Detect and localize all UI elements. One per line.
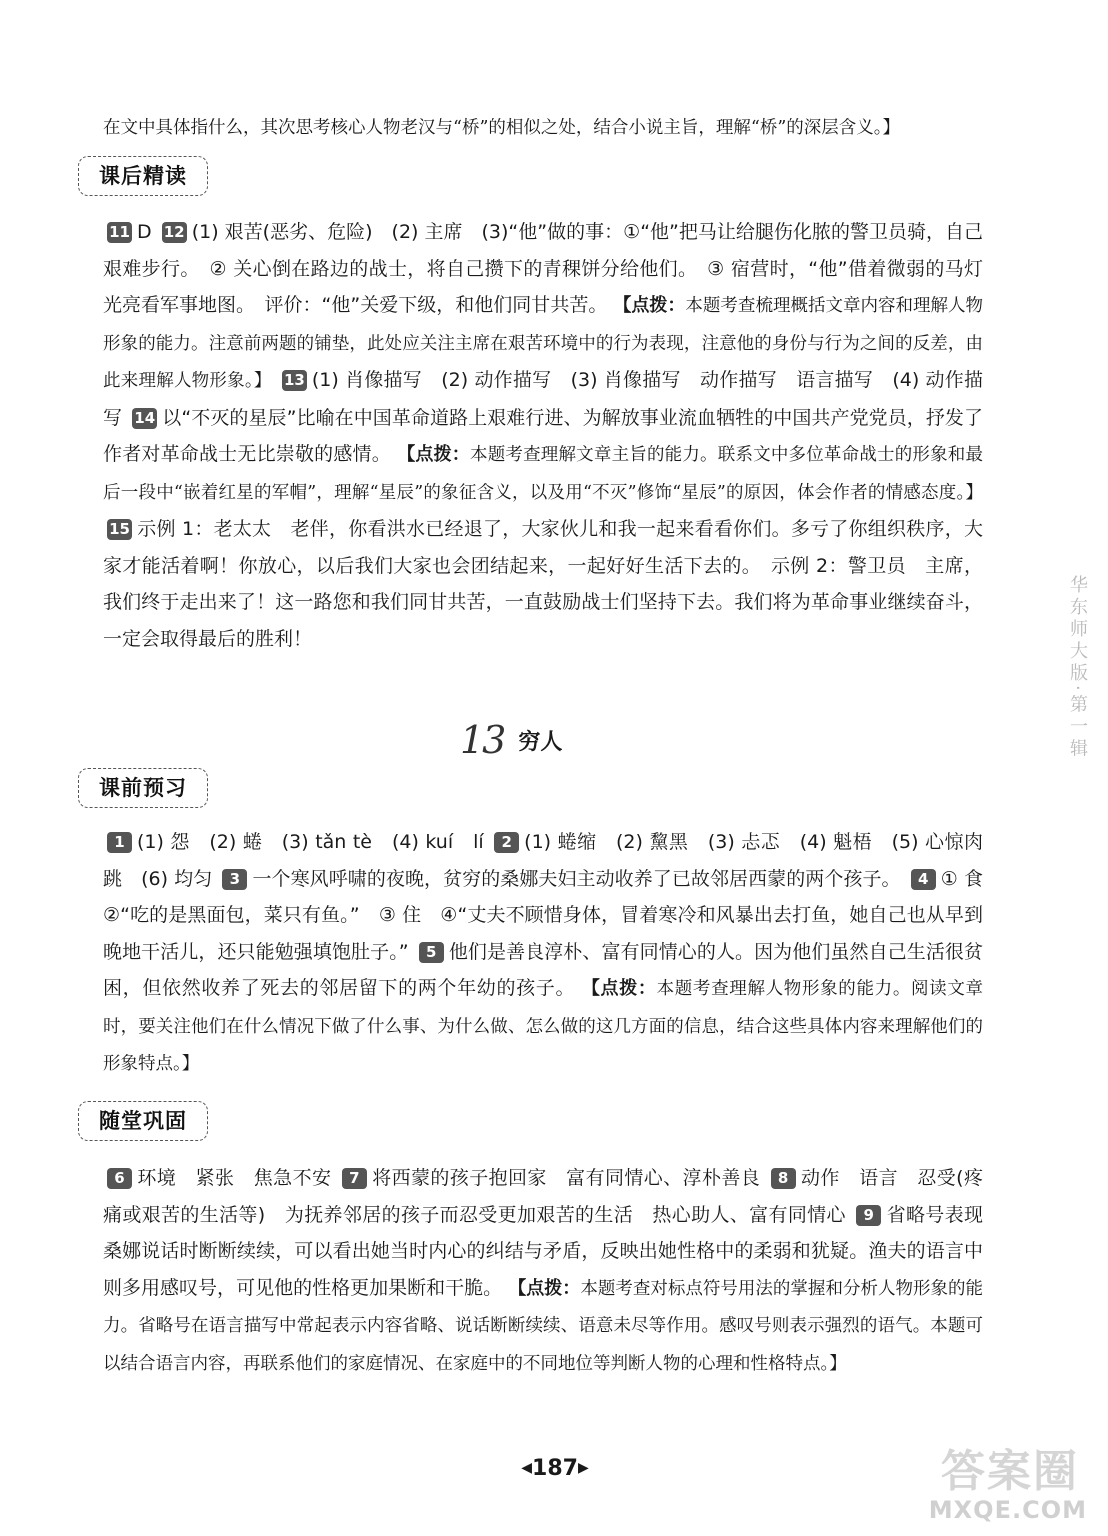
answer-6: 环境 紧张 焦急不安: [137, 1167, 332, 1189]
watermark-logo: [925, 1448, 1095, 1530]
answer-3: 一个寒风呼啸的夜晚，贫穷的桑娜夫妇主动收养了已故邻居西蒙的两个孩子。: [252, 867, 901, 890]
section-label-after-class-reading: 课后精读: [78, 156, 208, 196]
preview-answers: [103, 824, 1002, 1083]
question-number-15: 15: [107, 519, 132, 540]
question-number-14: 14: [132, 408, 157, 429]
answer-13: (1) 肖像描写 (2) 动作描写 (3) 肖像描写 动作描写 语言描写 (4) 动作描写: [103, 369, 983, 429]
question-number-2: 2: [494, 832, 519, 853]
left-triangle-icon: ◀: [521, 1460, 533, 1476]
answer-15: 示例 1：老太太 老伴，你看洪水已经退了，大家伙儿和我一起来看看你们。多亏了你组织秩序，大家才能活着啊！你放心，以后我们大家也会团结起来，一起好好生活下去的。 示例 2：警卫员 主席，我们终于走出来了！这一路您和我们同甘共苦，一直鼓励战士们坚持下去。我们将为革命事业继续奋斗，一定会取得最后的胜利！: [103, 518, 983, 650]
right-triangle-icon: ▶: [577, 1460, 589, 1476]
tip-14: 【点拨：本题考查理解文章主旨的能力。联系文中多位革命战士的形象和最后一段中“嵌着红星的军帽”，理解“星辰”的象征含义，以及用“不灭”修饰“星辰”的原因，体会作者的情感态度。】: [103, 444, 984, 503]
question-number-12: 12: [162, 222, 187, 243]
question-number-4: 4: [911, 869, 936, 890]
tip-12: 【点拨：本题考查梳理概括文章内容和理解人物形象的能力。注意前两题的铺垫，此处应关注主席在艰苦环境中的行为表现，注意他的身份与行为之间的反差，由此来理解人物形象。】: [103, 295, 984, 391]
answer-7: 将西蒙的孩子抱回家 富有同情心、淳朴善良: [371, 1167, 761, 1189]
question-number-1: 1: [107, 832, 132, 853]
question-number-8: 8: [771, 1168, 796, 1189]
answer-8: 动作 语言 忍受(疼痛或艰苦的生活等) 为抚养邻居的孩子而忍受更加艰苦的生活 热心助人、富有同情心: [103, 1167, 983, 1226]
answer-12: (1) 艰苦(恶劣、危险) (2) 主席 (3)“他”做的事：①“他”把马让给腿伤化脓的警卫员骑，自己艰难步行。 ② 关心倒在路边的战士，将自己攒下的青稞饼分给他们。 ③ 宿营时，“他”借着微弱的马灯光亮看军事地图。 评价：“他”关爱下级，和他们同甘共苦。: [103, 221, 983, 316]
question-number-6: 6: [107, 1168, 132, 1189]
watermark-url: MXQE.COM: [928, 1496, 1087, 1524]
lesson-title: [460, 718, 562, 768]
consolidation-answers: [103, 1160, 983, 1382]
lesson-number: 13: [460, 718, 505, 762]
lesson-name: 穷人: [518, 730, 563, 755]
question-number-11: 11: [107, 222, 132, 243]
page-number: ◀187▶: [521, 1456, 589, 1481]
answer-4: ① 食 ②“吃的是黑面包，菜只有鱼。” ③ 住 ④“丈夫不顾惜身体，冒着寒冷和风暴出去打鱼，她自己也从早到晚地干活儿，还只能勉强填饱肚子。”: [103, 867, 1002, 963]
answer-14: 以“不灭的星辰”比喻在中国革命道路上艰难行进、为解放事业流血牺牲的中国共产党党员，抒发了作者对革命战士无比崇敬的感情。: [103, 406, 983, 465]
question-number-5: 5: [419, 942, 444, 963]
question-number-9: 9: [856, 1205, 881, 1226]
tip-5: 【点拨：本题考查理解人物形象的能力。阅读文章时，要关注他们在什么情况下做了什么事、为什么做、怎么做的这几方面的信息，结合这些具体内容来理解他们的形象特点。】: [103, 978, 984, 1074]
section-label-pre-class-preview: 课前预习: [78, 768, 208, 808]
side-series-text: 华东师大版·第一辑: [1067, 575, 1088, 761]
answer-1: (1) 怨 (2) 蜷 (3) tǎn tè (4) kuí lí: [137, 831, 484, 853]
answer-5: 他们是善良淳朴、富有同情心的人。因为他们虽然自己生活很贫困，但依然收养了死去的邻居留下的两个年幼的孩子。: [103, 940, 983, 999]
intro-line: 在文中具体指什么，其次思考核心人物老汉与“桥”的相似之处，结合小说主旨，理解“桥”的深层含义。】: [103, 118, 901, 138]
answer-9: 省略号表现桑娜说话时断断续续，可以看出她当时内心的纠结与矛盾，反映出她性格中的柔弱和犹疑。渔夫的语言中则多用感叹号，可见他的性格更加果断和干脆。: [103, 1203, 983, 1299]
question-number-3: 3: [222, 869, 247, 890]
tip-9: 【点拨：本题考查对标点符号用法的掌握和分析人物形象的能力。省略号在语言描写中常起表示内容省略、说话断断续续、语意未尽等作用。感叹号则表示强烈的语气。本题可以结合语言内容，再联系他们的家庭情况、在家庭中的不同地位等判断人物的心理和性格特点。】: [103, 1277, 984, 1374]
answer-11: D: [137, 221, 152, 243]
question-number-13: 13: [282, 370, 307, 391]
answer-2: (1) 蜷缩 (2) 黧黑 (3) 忐忑 (4) 魁梧 (5) 心惊肉跳 (6) 均匀: [103, 831, 983, 890]
section-label-in-class-consolidation: 随堂巩固: [78, 1101, 208, 1141]
after-class-answers: [103, 214, 983, 657]
question-number-7: 7: [342, 1168, 367, 1189]
watermark-text: 答案圈: [941, 1446, 1079, 1497]
